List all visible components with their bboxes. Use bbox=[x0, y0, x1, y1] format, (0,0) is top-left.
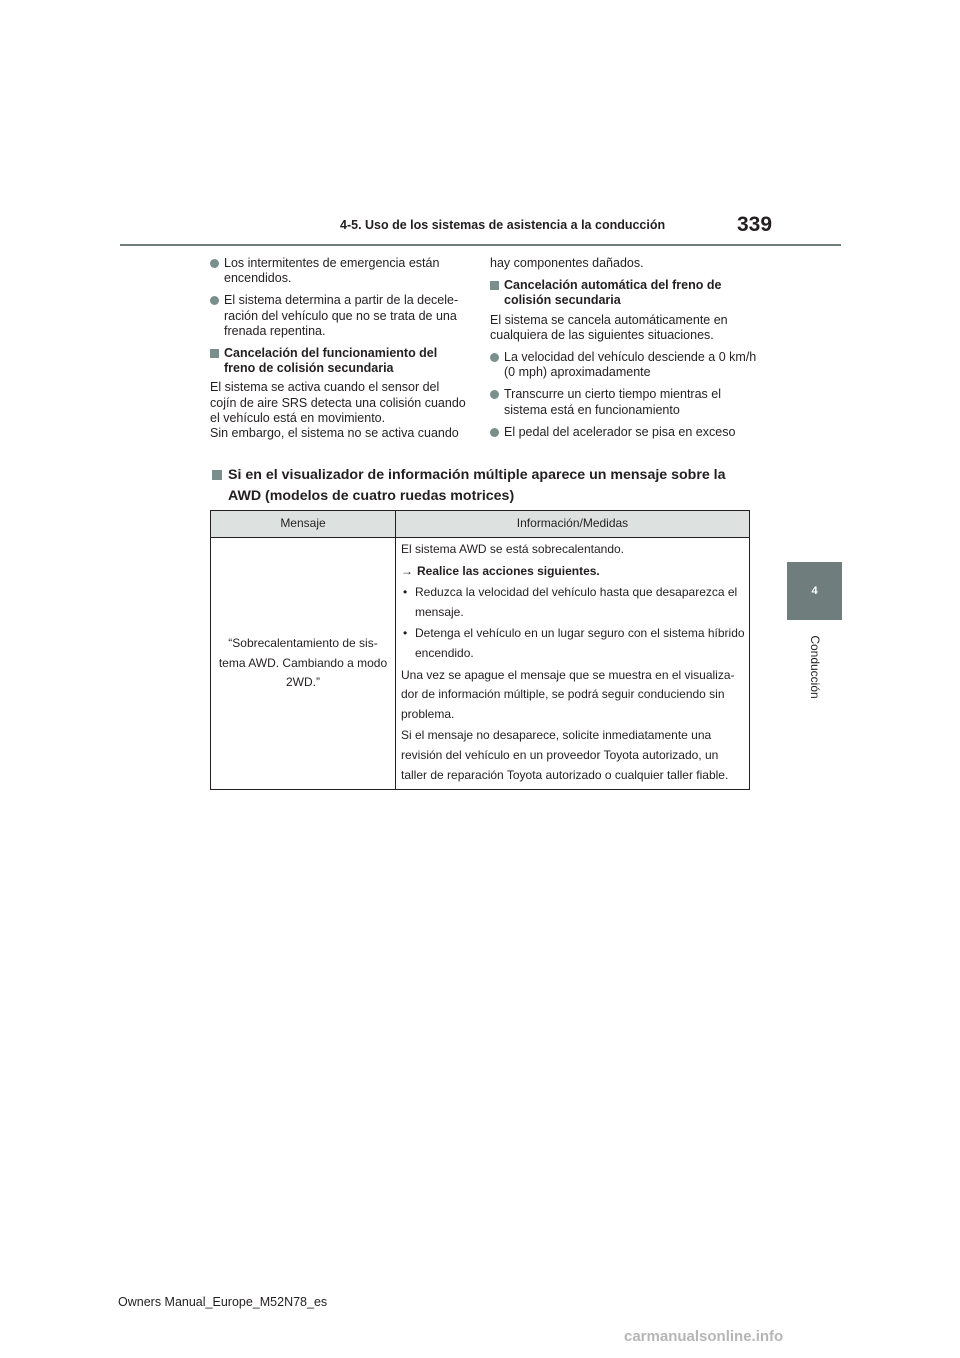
circle-bullet-icon bbox=[490, 428, 499, 437]
list-item: • Reduzca la velocidad del vehículo hasta que desaparezca el mensaje. bbox=[403, 585, 738, 619]
paragraph: hay componentes dañados. bbox=[490, 256, 644, 270]
header-divider bbox=[120, 244, 841, 246]
list-item: Transcurre un cierto tiempo mientras el sistema está en funcionamiento bbox=[490, 387, 758, 417]
list-item: Los intermitentes de emergencia están encendidos. bbox=[210, 256, 466, 286]
list-item: El pedal del acelerador se pisa en exceso bbox=[490, 425, 758, 440]
list-item: • Detenga el vehículo en un lugar seguro con el sistema híbrido encendido. bbox=[403, 626, 745, 660]
list-item: La velocidad del vehículo desciende a 0 km/h (0 mph) aproximadamente bbox=[490, 350, 758, 380]
chapter-label-wrap bbox=[788, 630, 842, 704]
subheading: Cancelación automática del freno de colisión secundaria bbox=[490, 278, 758, 308]
column-header-message: Mensaje bbox=[211, 511, 396, 538]
square-bullet-icon bbox=[210, 349, 219, 358]
circle-bullet-icon bbox=[490, 390, 499, 399]
section-title: 4-5. Uso de los sistemas de asistencia a la conducción bbox=[340, 218, 666, 232]
bullet-dot-icon: • bbox=[403, 585, 408, 600]
document-id: Owners Manual_Europe_M52N78_es bbox=[118, 1295, 328, 1309]
subheading: Cancelación del funcionamiento del freno de colisión secundaria bbox=[210, 346, 466, 376]
left-column bbox=[210, 256, 466, 441]
chapter-tab bbox=[787, 562, 842, 620]
note: Una vez se apague el mensaje que se muestra en el visualiza-dor de información múltiple, se podrá seguir conduciendo sin problema. bbox=[401, 667, 735, 721]
watermark: carmanualsonline.info bbox=[624, 1328, 784, 1345]
circle-bullet-icon bbox=[210, 259, 219, 268]
action-line: → Realice las acciones siguientes. bbox=[401, 562, 745, 582]
message-cell: “Sobrecalentamiento de sis-tema AWD. Cambiando a modo 2WD.” bbox=[211, 538, 396, 790]
chapter-number: 4 bbox=[811, 585, 818, 597]
paragraph: El sistema se activa cuando el sensor del cojín de aire SRS detecta una colisión cuando el vehículo está en movimiento. bbox=[210, 380, 466, 425]
square-bullet-icon bbox=[212, 470, 222, 480]
right-column bbox=[490, 256, 758, 447]
info-intro: El sistema AWD se está sobrecalentando. bbox=[401, 542, 624, 556]
chapter-label: Conducción bbox=[808, 635, 822, 699]
section-heading: Si en el visualizador de información múltiple aparece un mensaje sobre la AWD (modelos de cuatro ruedas motrices) bbox=[212, 465, 752, 507]
column-header-info: Información/Medidas bbox=[396, 511, 750, 538]
bullet-dot-icon: • bbox=[403, 626, 408, 641]
paragraph: Sin embargo, el sistema no se activa cuando bbox=[210, 426, 459, 441]
arrow-right-icon: → bbox=[401, 563, 413, 578]
paragraph: El sistema se cancela automáticamente en cualquiera de las siguientes situaciones. bbox=[490, 312, 728, 342]
square-bullet-icon bbox=[490, 281, 499, 290]
message-table bbox=[210, 510, 750, 790]
circle-bullet-icon bbox=[210, 296, 219, 305]
page-number: 339 bbox=[737, 213, 773, 236]
note: Si el mensaje no desaparece, solicite inmediatamente una revisión del vehículo en un proveedor Toyota autorizado, un taller de reparación Toyota autorizado o cualquier taller fiable. bbox=[401, 728, 729, 782]
info-cell bbox=[396, 538, 750, 790]
table-header-row bbox=[211, 511, 750, 538]
table-row bbox=[211, 538, 750, 790]
circle-bullet-icon bbox=[490, 353, 499, 362]
list-item: El sistema determina a partir de la decele-ración del vehículo que no se trata de una frenada repentina. bbox=[210, 293, 466, 339]
